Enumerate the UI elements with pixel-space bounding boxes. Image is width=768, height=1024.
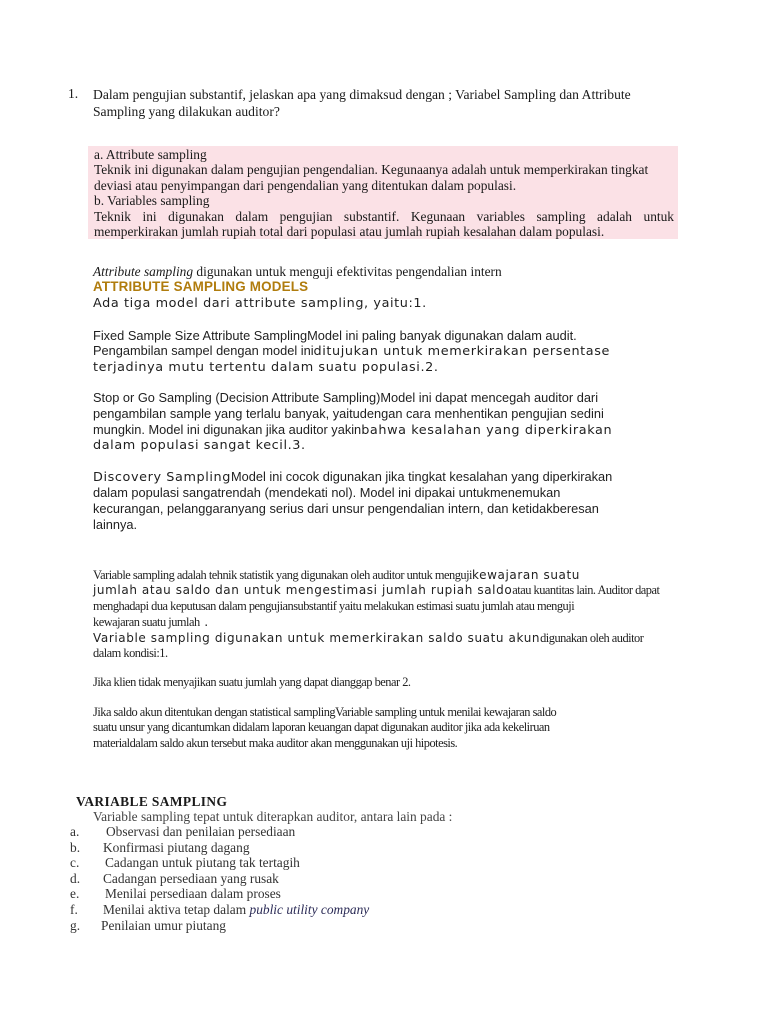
variable-sampling-intro: Variable sampling tepat untuk diterapkan auditor, antara lain pada : [93, 809, 453, 824]
model-3-line-2: dalam populasi sangatrendah (mendekati nol). Model ini dipakai untukmenemukan [93, 485, 561, 501]
list-item-text: Observasi dan penilaian persediaan [106, 824, 296, 839]
model-1-line-1: Fixed Sample Size Attribute SamplingModel ini paling banyak digunakan dalam audit. [93, 327, 577, 343]
list-item [70, 886, 570, 902]
variable-line-6: dalam kondisi:1. [93, 646, 168, 661]
answer-a-line-2: deviasi atau penyimpangan dari pengendalian yang ditentukan dalam populasi. [94, 178, 517, 193]
answer-b-label: b. Variables sampling [94, 193, 210, 208]
model-3-line-3: kecurangan, pelanggaranyang serius dari unsur pengendalian intern, dan ketidakberesan [93, 500, 599, 516]
model-2-line-3b: bahwa kesalahan yang diperkirakan [361, 422, 613, 438]
question-line-2: Sampling yang dilakukan auditor? [93, 104, 280, 119]
list-item-letter: c. [70, 855, 80, 871]
answer-b-line-2: memperkirakan jumlah rupiah total dari populasi atau jumlah rupiah kesalahan dalam populasi. [94, 224, 605, 239]
list-item-letter: b. [70, 839, 81, 855]
model-3-line-1a: Discovery Sampling [93, 469, 231, 485]
list-item-text-plain: Menilai aktiva tetap dalam [103, 901, 250, 917]
variable-line-1 [93, 568, 693, 583]
variable-line-1a: Variable sampling adalah tehnik statistik yang digunakan oleh auditor untuk menguji [93, 568, 473, 582]
variable-line-5b: digunakan oleh auditor [540, 630, 644, 645]
question-number: 1. [68, 86, 79, 101]
list-item-text: Menilai persediaan dalam proses [105, 886, 281, 902]
model-1-line-2 [93, 343, 693, 360]
variable-sampling-list [70, 824, 570, 933]
model-2-line-2: pengambilan sample yang terlalu banyak, yaitudengan cara menhentikan pengujian sedini [93, 405, 604, 421]
question-text [93, 86, 693, 120]
list-item [70, 918, 570, 934]
variable-line-9: suatu unsur yang dicantumkan didalam laporan keuangan dapat digunakan auditor jika ada kekeliruan [93, 720, 550, 735]
answer-a-label: a. Attribute sampling [94, 147, 207, 162]
model-1-line-3: terjadinya mutu tertentu dalam suatu populasi.2. [93, 359, 439, 375]
question-line-1: Dalam pengujian substantif, jelaskan apa yang dimaksud dengan ; Variabel Sampling dan Attribute [93, 87, 631, 102]
variable-line-2 [93, 583, 693, 598]
variable-line-5a: Variable sampling digunakan untuk memerkirakan saldo suatu akun [93, 630, 541, 645]
variable-line-7: Jika klien tidak menyajikan suatu jumlah yang dapat dianggap benar 2. [93, 675, 411, 690]
model-3-line-1b: Model ini cocok digunakan jika tingkat kesalahan yang diperkirakan [231, 468, 613, 484]
list-item-text-italic: public utility company [249, 901, 370, 917]
variable-line-4a: kewajaran suatu jumlah [93, 615, 200, 630]
attribute-models-intro: Ada tiga model dari attribute sampling, yaitu:1. [93, 296, 427, 311]
list-item-text: Konfirmasi piutang dagang [103, 839, 250, 855]
attribute-models-heading: ATTRIBUTE SAMPLING MODELS [93, 279, 309, 294]
attribute-intro-italic: Attribute sampling [93, 264, 194, 279]
model-2-line-3 [93, 422, 693, 439]
attribute-intro-rest: digunakan untuk menguji efektivitas pengendalian intern [193, 264, 502, 279]
list-item-letter: e. [70, 886, 80, 902]
variable-line-10: materialdalam saldo akun tersebut maka auditor akan menggunakan uji hipotesis. [93, 735, 458, 750]
model-2-line-4: dalam populasi sangat kecil.3. [93, 438, 306, 454]
list-item [70, 840, 570, 856]
model-2-line-3a: mungkin. Model ini digunakan jika auditor yakin [93, 421, 362, 437]
model-1-line-2a: Pengambilan sampel dengan model ini [93, 343, 314, 359]
list-item-text: Penilaian umur piutang [101, 917, 226, 933]
variable-sampling-narrative [93, 568, 693, 751]
variable-line-1b: kewajaran suatu [472, 568, 581, 582]
list-item-text: Cadangan untuk piutang tak tertagih [105, 855, 300, 871]
model-1-line-2b: ditujukan untuk memerkirakan persentase [313, 344, 610, 360]
list-item-text [103, 902, 369, 918]
variable-line-2a: jumlah atau saldo dan untuk mengestimasi jumlah rupiah saldo [93, 583, 513, 598]
variable-line-8: Jika saldo akun ditentukan dengan statistical samplingVariable sampling untuk menilai kewajaran saldo [93, 704, 557, 719]
answer-b-line-1: Teknik ini digunakan dalam pengujian substantif. Kegunaan variables sampling adalah untuk [94, 209, 674, 224]
list-item [70, 855, 570, 871]
variable-sampling-heading: VARIABLE SAMPLING [76, 794, 228, 809]
variable-line-5 [93, 631, 693, 646]
list-item-letter: d. [70, 870, 81, 886]
model-3-line-4: lainnya. [93, 516, 138, 532]
variable-line-4 [93, 614, 693, 630]
attribute-intro-line [93, 264, 502, 280]
attribute-models-body [93, 296, 693, 532]
answer-a-line-1: Teknik ini digunakan dalam pengujian pengendalian. Kegunaanya adalah untuk memperkirakan tingkat [94, 162, 649, 177]
list-item-letter: a. [70, 824, 80, 839]
list-item [70, 871, 570, 887]
list-item-letter: f. [70, 901, 78, 917]
variable-line-3: menghadapi dua keputusan dalam pengujiansubstantif yaitu melakukan estimasi suatu jumlah atau menguji [93, 598, 575, 613]
variable-line-4b: . [199, 614, 209, 630]
variable-line-2b: atau kuantitas lain. Auditor dapat [512, 583, 660, 598]
model-3-line-1 [93, 469, 693, 486]
answer-highlight-box [88, 146, 678, 239]
list-item [70, 824, 570, 840]
list-item [70, 902, 570, 918]
list-item-letter: g. [70, 917, 81, 933]
model-2-line-1: Stop or Go Sampling (Decision Attribute Sampling)Model ini dapat mencegah auditor dari [93, 390, 599, 406]
list-item-text: Cadangan persediaan yang rusak [103, 870, 279, 886]
